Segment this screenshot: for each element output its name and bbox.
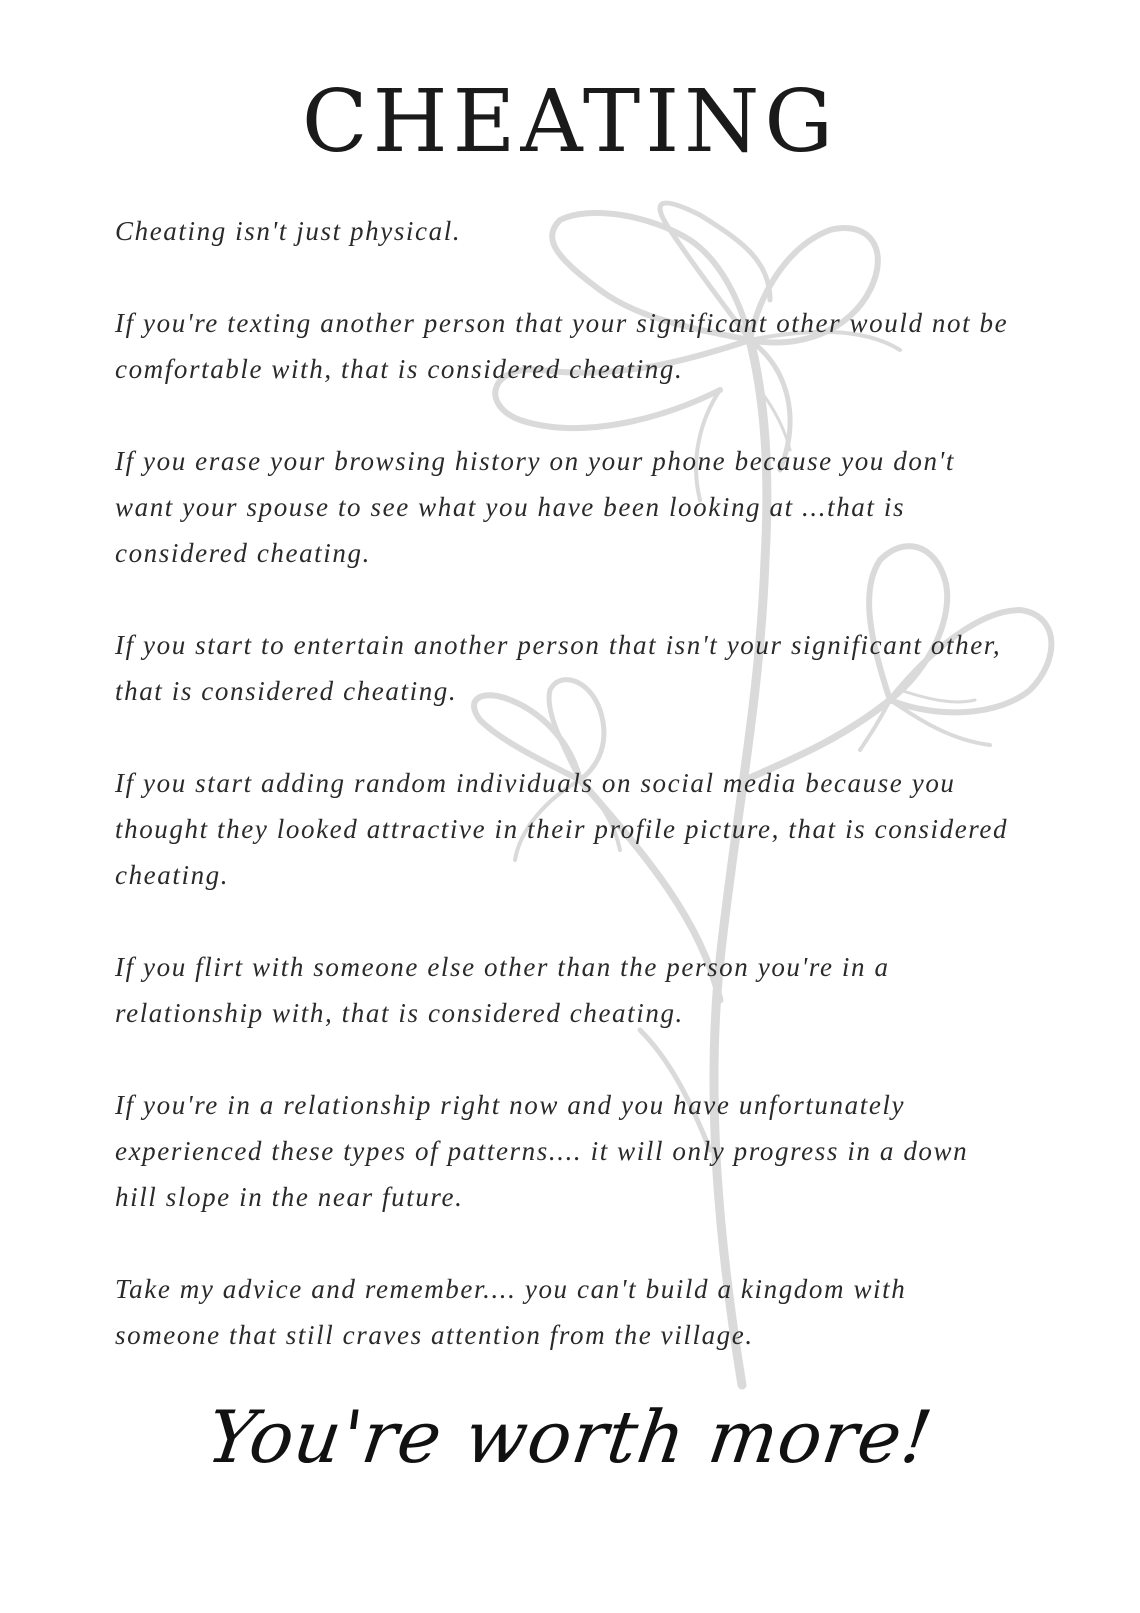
body-text	[115, 208, 1015, 1404]
paragraph: If you start to entertain another person that isn't your significant other, that is considered cheating.	[115, 630, 1002, 706]
paragraph: If you're texting another person that your significant other would not be comfortable with, that is considered cheating.	[115, 308, 1009, 384]
paragraph: Cheating isn't just physical.	[115, 216, 462, 246]
page-title: CHEATING	[301, 72, 839, 172]
paragraph: If you erase your browsing history on your phone because you don't want your spouse to see what you have been looking at ...that is considered cheating.	[115, 446, 956, 568]
paragraph: If you start adding random individuals on social media because you thought they looked attractive in their profile picture, that is considered cheating.	[115, 768, 1009, 890]
paragraph: If you flirt with someone else other than the person you're in a relationship with, that is considered cheating.	[115, 952, 890, 1028]
paragraph: Take my advice and remember.... you can't build a kingdom with someone that still craves attention from the village.	[115, 1274, 907, 1350]
paragraph: If you're in a relationship right now and you have unfortunately experienced these types of patterns.... it will only progress in a down hill slope in the near future.	[115, 1090, 969, 1212]
signature: You're worth more!	[202, 1395, 938, 1479]
